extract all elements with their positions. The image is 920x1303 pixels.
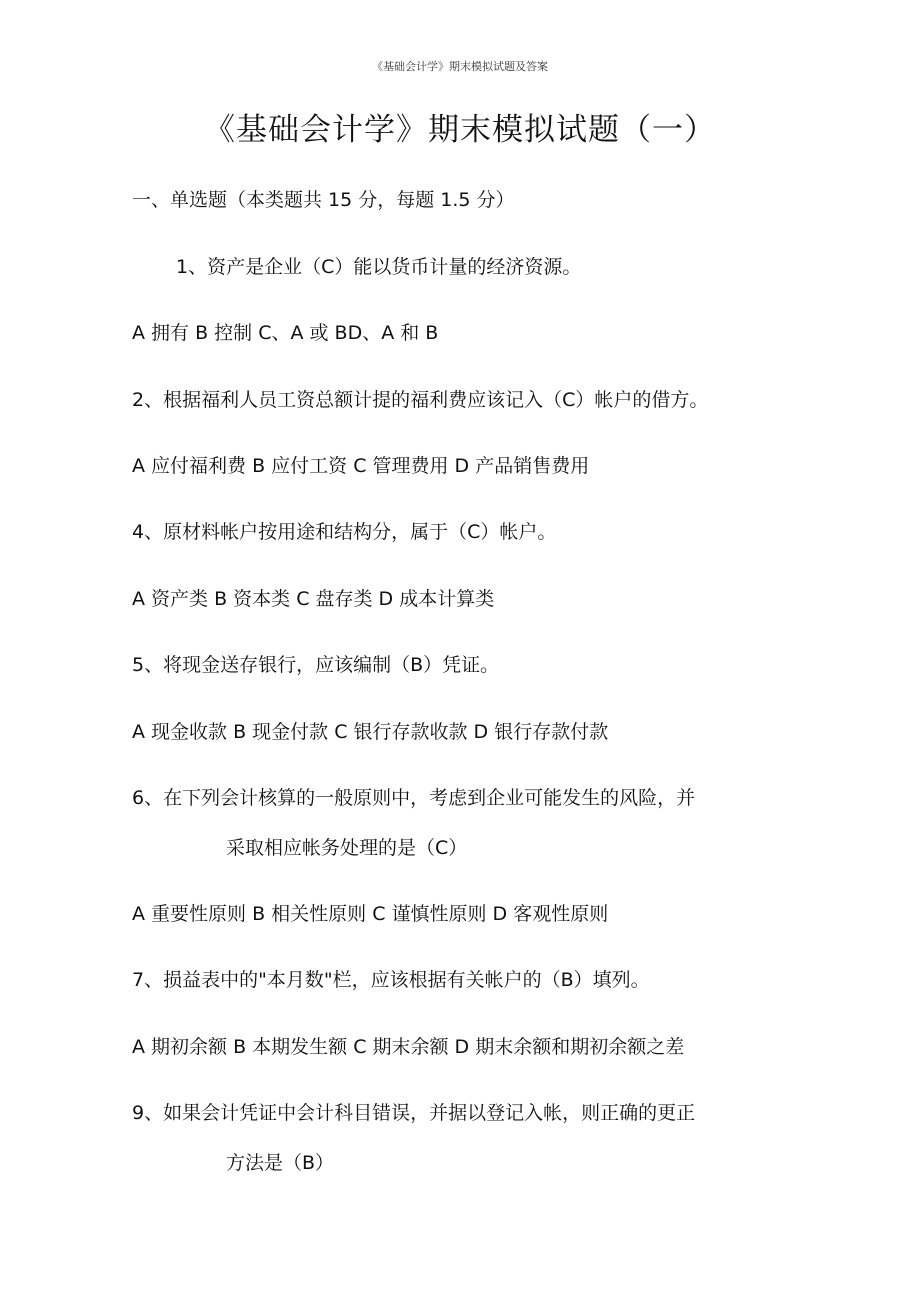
question-9-stem: 9、如果会计凭证中会计科目错误，并据以登记入帐，则正确的更正	[132, 1102, 696, 1124]
question-6-stem-continued: 采取相应帐务处理的是（C）	[226, 837, 468, 859]
question-5-stem: 5、将现金送存银行，应该编制（B）凭证。	[132, 654, 500, 676]
page-header-note: 《基础会计学》期末模拟试题及答案	[372, 60, 548, 73]
question-7-options: A 期初余额 B 本期发生额 C 期末余额 D 期末余额和期初余额之差	[132, 1036, 685, 1058]
question-2-stem: 2、根据福利人员工资总额计提的福利费应该记入（C）帐户的借方。	[132, 389, 709, 411]
question-5-options: A 现金收款 B 现金付款 C 银行存款收款 D 银行存款付款	[132, 721, 609, 743]
question-2-options: A 应付福利费 B 应付工资 C 管理费用 D 产品销售费用	[132, 455, 590, 477]
section-heading: 一、单选题（本类题共 15 分，每题 1.5 分）	[132, 189, 515, 211]
question-4-stem: 4、原材料帐户按用途和结构分，属于（C）帐户。	[132, 521, 557, 543]
question-9-stem-continued: 方法是（B）	[226, 1152, 335, 1174]
question-6-stem: 6、在下列会计核算的一般原则中，考虑到企业可能发生的风险，并	[132, 787, 696, 809]
question-1-stem: 1、资产是企业（C）能以货币计量的经济资源。	[176, 256, 582, 278]
question-1-options: A 拥有 B 控制 C、A 或 BD、A 和 B	[132, 322, 439, 344]
question-6-options: A 重要性原则 B 相关性原则 C 谨慎性原则 D 客观性原则	[132, 903, 609, 925]
question-7-stem: 7、损益表中的"本月数"栏，应该根据有关帐户的（B）填列。	[132, 969, 650, 991]
document-title: 《基础会计学》期末模拟试题（一）	[204, 112, 716, 148]
question-4-options: A 资产类 B 资本类 C 盘存类 D 成本计算类	[132, 588, 495, 610]
